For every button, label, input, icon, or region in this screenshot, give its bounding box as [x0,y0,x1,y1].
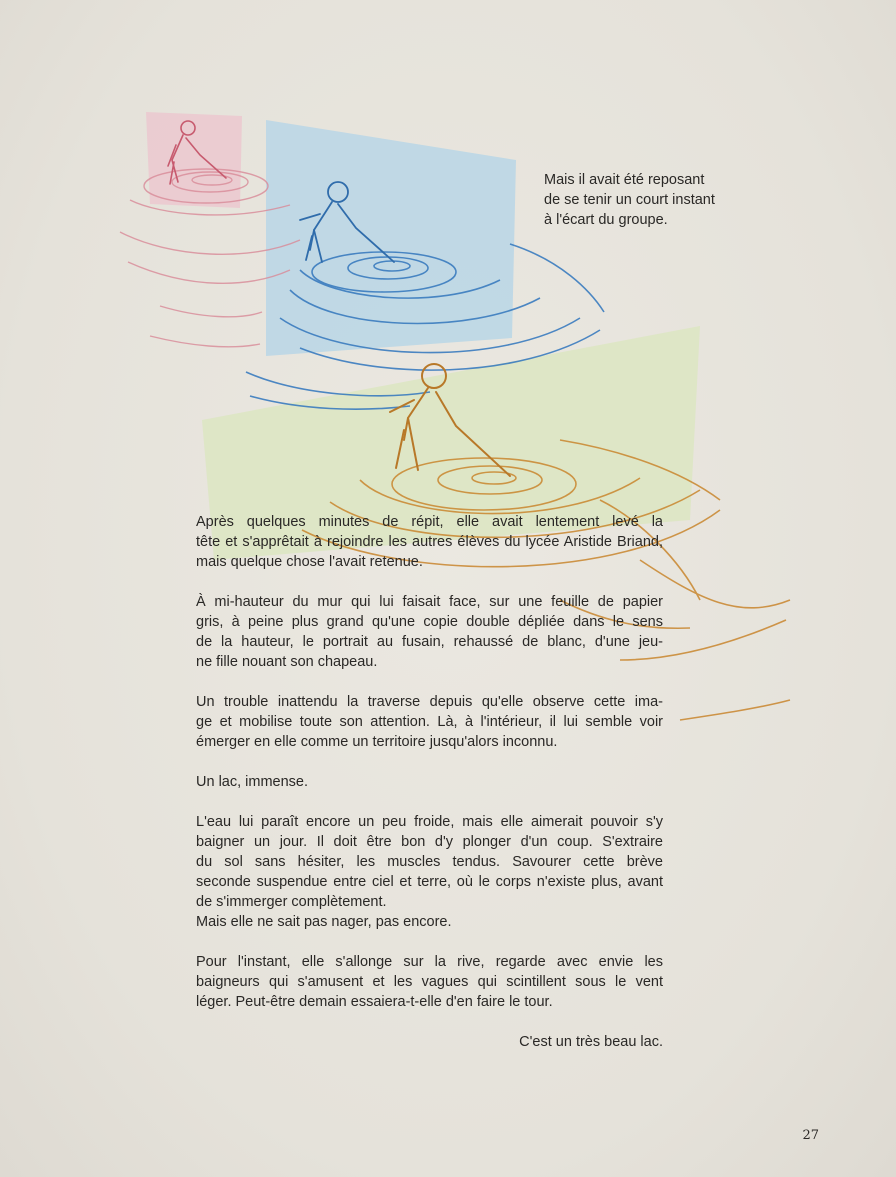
text-line: baigneurs qui s'amusent et les vagues qui scintillent sous le vent [196,974,663,990]
text-line: ne fille nouant son chapeau. [196,654,378,670]
text-line: mais quelque chose l'avait retenue. [196,554,423,570]
paragraph-shore [196,952,663,1012]
paragraph-closing [196,1032,663,1052]
text-line: L'eau lui paraît encore un peu froide, mais elle aimerait pouvoir s'y [196,814,663,830]
paragraph-portrait-description [196,592,663,672]
text-line: seconde suspendue entre ciel et terre, où le corps n'existe plus, avant [196,874,663,890]
caption-line: Mais il avait été reposant [544,172,705,188]
text-line: de s'immerger complètement. [196,894,387,910]
text-line: gris, à peine plus grand qu'une copie double dépliée dans le sens [196,614,663,630]
text-line: léger. Peut-être demain essaiera-t-elle d'en faire le tour. [196,994,553,1010]
paragraph-lake [196,772,663,792]
page-number: 27 [802,1128,819,1143]
caption [544,170,764,230]
text-line: émerger en elle comme un territoire jusqu'alors inconnu. [196,734,558,750]
text-line: Un lac, immense. [196,774,309,790]
text-line: ge et mobilise toute son attention. Là, à l'intérieur, il lui semble voir [196,714,663,730]
text-line: baigner un jour. Il doit être bon d'y plonger d'un coup. S'extraire [196,834,663,850]
text-line: Mais elle ne sait pas nager, pas encore. [196,914,452,930]
text-line: du sol sans hésiter, les muscles tendus. Savourer cette brève [196,854,663,870]
caption-line: à l'écart du groupe. [544,212,668,228]
paragraph-water [196,812,663,932]
paragraph-portrait-intro [196,512,663,572]
text-line: de la hauteur, le portrait au fusain, rehaussé de blanc, d'une jeu- [196,634,663,650]
blue-panel [266,120,516,356]
text-line: Pour l'instant, elle s'allonge sur la rive, regarde avec envie les [196,954,663,970]
text-line: Après quelques minutes de répit, elle avait lentement levé la [196,514,663,530]
caption-line: de se tenir un court instant [544,192,715,208]
text-line: Un trouble inattendu la traverse depuis qu'elle observe cette ima- [196,694,663,710]
text-line: C'est un très beau lac. [519,1034,663,1050]
paragraph-trouble [196,692,663,752]
text-line: À mi-hauteur du mur qui lui faisait face, sur une feuille de papier [196,594,663,610]
text-line: tête et s'apprêtait à rejoindre les autres élèves du lycée Aristide Briand, [196,534,663,550]
body-text [196,512,663,1072]
